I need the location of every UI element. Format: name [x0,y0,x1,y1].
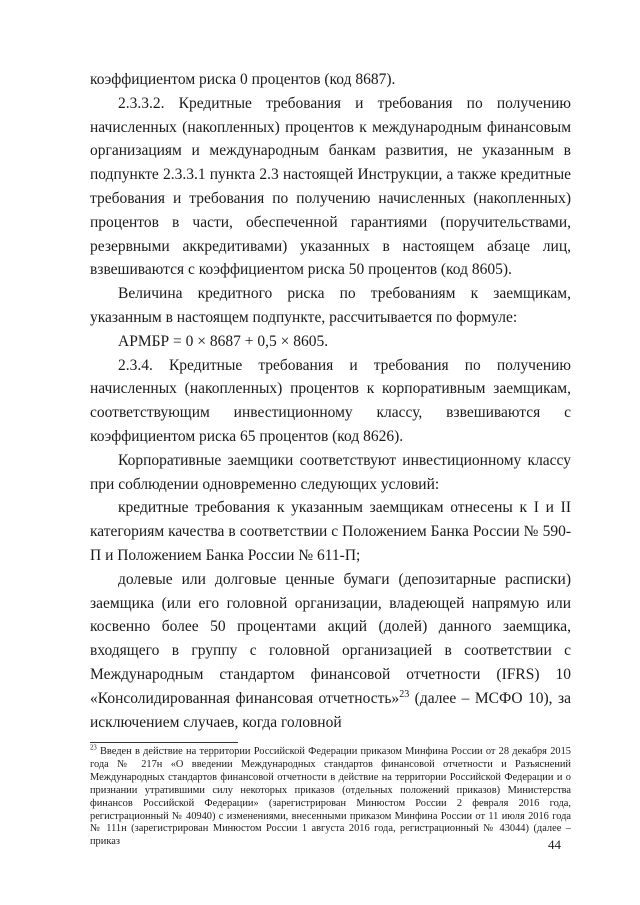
footnotes [90,746,571,849]
paragraph-condition-quality-category: кредитные требования к указанным заемщикам отнесены к I и II категориям качества в соответствии с Положением Банка России № 590-П и Положением Банка России № 611-П; [90,499,571,564]
paragraph-investment-class-conditions: Корпоративные заемщики соответствуют инвестиционному классу при соблюдении одновременно следующих условий: [90,451,571,493]
footnote-divider [90,742,238,743]
paragraph-condition-securities [90,568,571,735]
footnote-text: Введен в действие на территории Российской Федерации приказом Минфина России от 28 декабря 2015 года № 217н «О введении Международных стандартов финансовой отчетности и Разъяснений Международных стандартов финансовой отчетности в действие на территории Российской Федерации и о признании утратившими силу некоторых приказов (отдельных положений приказов) Министерства финансов Российской Федерации» (зарегистрирован Минюстом России 2 февраля 2016 года, регистрационный № 40940) с изменениями, внесенными приказом Минфина России от 11 июля 2016 года № 111н (зарегистрирован Минюстом России 1 августа 2016 года, регистрационный № 43044) (далее – приказ [90,746,571,848]
paragraph-text-cont: (далее – МСФО 10), за исключением случаев, когда головной [90,689,571,731]
footnote-23 [90,746,571,849]
page-number: 44 [548,837,561,852]
body-text [90,68,571,734]
paragraph-text: долевые или долговые ценные бумаги (депозитарные расписки) заемщика (или его головной организации, владеющей напрямую или косвенно более 50 процентами акций (долей) данного заемщика, входящего в группу с головной организацией в соответствии с Международным стандартом финансовой отчетности (IFRS) 10 «Консолидированная финансовая отчетность» [90,570,571,707]
paragraph-2-3-4: 2.3.4. Кредитные требования и требования по получению начисленных (накопленных) процентов к корпоративным заемщикам, соответствующим инвестиционному классу, взвешиваются с коэффициентом риска 65 процентов (код 8626). [90,356,571,445]
paragraph-risk-formula-intro: Величина кредитного риска по требованиям к заемщикам, указанным в настоящем подпункте, рассчитывается по формуле: [90,285,571,326]
paragraph-2-3-3-2: 2.3.3.2. Кредитные требования и требования по получению начисленных (накопленных) процентов к международным финансовым организациям и международным банкам развития, не указанным в подпункте 2.3.3.1 пункта 2.3 настоящей Инструкции, а также кредитные требования и требования по получению начисленных (накопленных) процентов в части, обеспеченной гарантиями (поручительствами, резервными аккредитивами) указанных в настоящем абзаце лиц, взвешиваются с коэффициентом риска 50 процентов (код 8605). [90,94,571,279]
footnote-reference[interactable]: 23 [399,688,410,700]
formula: АРМБР = 0 × 8687 + 0,5 × 8605. [118,332,329,350]
footnote-marker: 23 [90,744,97,752]
paragraph-continuation: коэффициентом риска 0 процентов (код 8687). [90,71,396,88]
